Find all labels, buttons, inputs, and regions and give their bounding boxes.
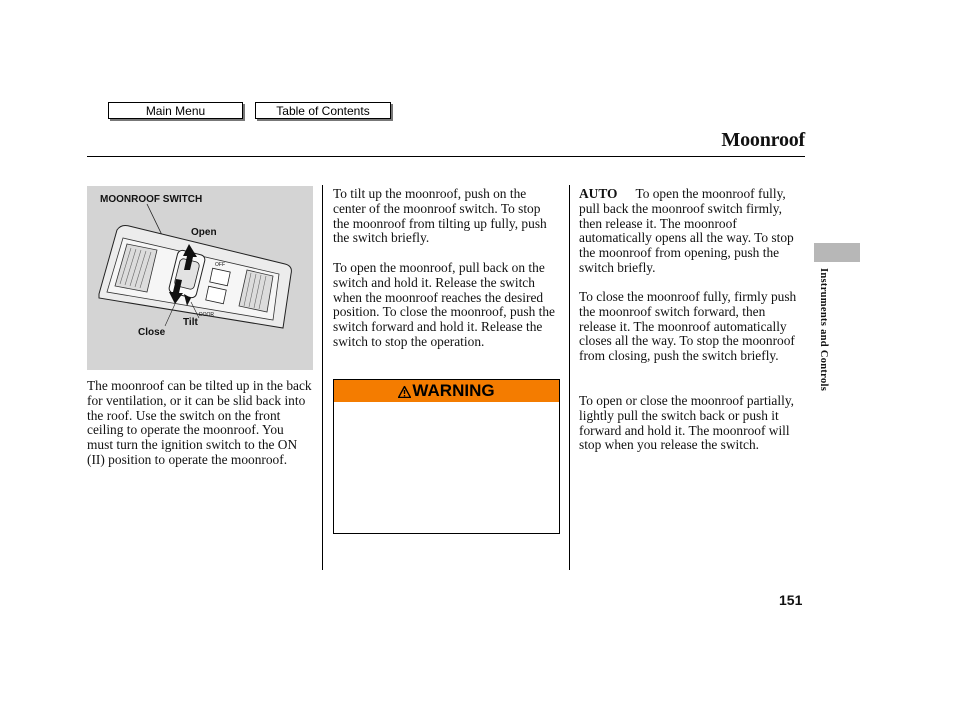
warning-box [333, 379, 560, 534]
figure-label-close: Close [138, 327, 166, 338]
column-divider-left [322, 185, 323, 570]
column-divider-right [569, 185, 570, 570]
table-of-contents-button[interactable]: Table of Contents [255, 102, 391, 119]
column3-paragraph-partial: To open or close the moonroof partially, lightly pull the switch back or push it forward and hold it. The moonroof will stop when you release the switch. [579, 393, 794, 453]
column2-paragraph-tilt: To tilt up the moonroof, push on the center of the moonroof switch. To stop the moonroof from tilting up fully, push the switch briefly. [333, 186, 547, 246]
switch-mark-off: OFF [215, 262, 225, 268]
auto-paragraph: To open the moonroof fully, pull back the moonroof switch firmly, then release it. The moonroof automatically opens all the way. To stop the moonroof from opening, push the switch briefly. [579, 186, 794, 275]
section-label: Instruments and Controls [818, 268, 829, 392]
figure-label-open: Open [191, 227, 217, 238]
page-title: Moonroof [721, 129, 805, 151]
column2-paragraph-open: To open the moonroof, pull back on the switch and hold it. Release the switch when the moonroof reaches the desired position. To close the moonroof, push the switch forward and hold it. Release the switch to stop the operation. [333, 260, 555, 349]
moonroof-switch-illustration [87, 186, 313, 370]
column3-paragraph-auto [579, 187, 805, 276]
title-divider [87, 156, 805, 157]
main-menu-button[interactable]: Main Menu [108, 102, 243, 119]
section-tab-marker [814, 243, 860, 262]
switch-mark-door: DOOR [199, 312, 214, 318]
warning-triangle-icon [398, 386, 411, 398]
moonroof-switch-figure [87, 186, 313, 370]
auto-label: AUTO [579, 186, 618, 201]
warning-header [334, 380, 559, 402]
figure-title: MOONROOF SWITCH [100, 194, 203, 205]
column3-paragraph-close: To close the moonroof fully, firmly push the moonroof switch forward, then release it. The moonroof automatically closes all the way. To stop the moonroof from closing, push the switch briefly. [579, 289, 797, 364]
figure-label-tilt: Tilt [183, 317, 198, 328]
warning-heading: WARNING [412, 381, 495, 400]
page-number: 151 [779, 592, 803, 608]
column1-paragraph: The moonroof can be tilted up in the back for ventilation, or it can be slid back into the roof. Use the switch on the front ceiling to operate the moonroof. You must turn the ignition switch to the ON (II) position to operate the moonroof. [87, 378, 312, 467]
